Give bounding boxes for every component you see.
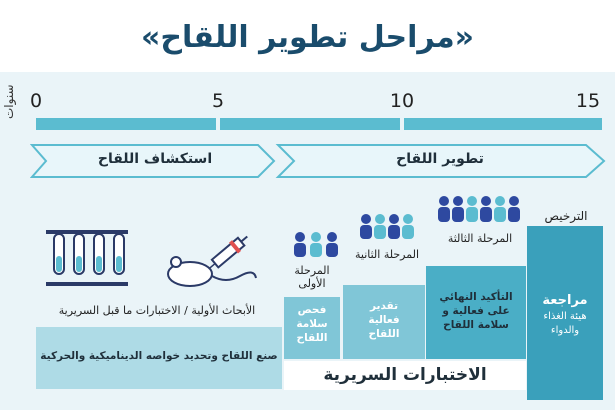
tick-0: 0 — [29, 90, 43, 112]
people-group-icon — [291, 230, 341, 260]
test-tubes-icon — [44, 228, 130, 290]
tick-10: 10 — [389, 90, 415, 112]
tick-5: 5 — [211, 90, 225, 112]
license-title: مراجعة — [542, 293, 588, 308]
phase-development-label: تطوير اللقاح — [396, 151, 484, 167]
clinical-trials-bar — [284, 361, 526, 390]
timeline-segment — [36, 118, 216, 130]
phase1-label: المرحلة الأولى — [294, 264, 330, 290]
phase2-desc: تقدير فعالية اللقاح — [368, 300, 400, 340]
phase1-tile — [284, 297, 340, 359]
clinical-trials-label: الاختبارات السريرية — [323, 365, 487, 385]
tick-15: 15 — [575, 90, 601, 112]
preclinical-label: الأبحاث الأولية / الاختبارات ما قبل السريرية — [58, 304, 256, 317]
timeline-bar — [36, 118, 602, 130]
phase2-label: المرحلة الثانية — [354, 248, 420, 261]
phase-discovery-label: استكشاف اللقاح — [97, 151, 213, 167]
page-title: «مراحل تطوير اللقاح» — [140, 20, 475, 55]
phase1-desc: فحص سلامة اللقاح — [296, 304, 328, 344]
license-tile — [527, 226, 603, 400]
phase3-desc: التأكيد النهائي على فعالية و سلامة اللقاح — [439, 291, 513, 331]
preclinical-tile — [36, 327, 282, 389]
timeline-segment — [404, 118, 602, 130]
license-desc: هيئة الغذاء والدواء — [543, 311, 587, 336]
mouse-syringe-icon — [160, 228, 260, 292]
phase3-tile — [426, 266, 526, 359]
preclinical-desc: صنع اللقاح وتحديد خواصه الديناميكية والحركية — [40, 350, 278, 362]
people-group-icon — [358, 212, 418, 242]
phase2-tile — [343, 285, 425, 359]
timeline-segment — [220, 118, 400, 130]
people-group-icon — [436, 194, 522, 226]
license-label: الترخيص — [544, 209, 588, 223]
phase3-label: المرحلة الثالثة — [447, 232, 513, 245]
axis-label-years: سنوات — [2, 84, 16, 120]
